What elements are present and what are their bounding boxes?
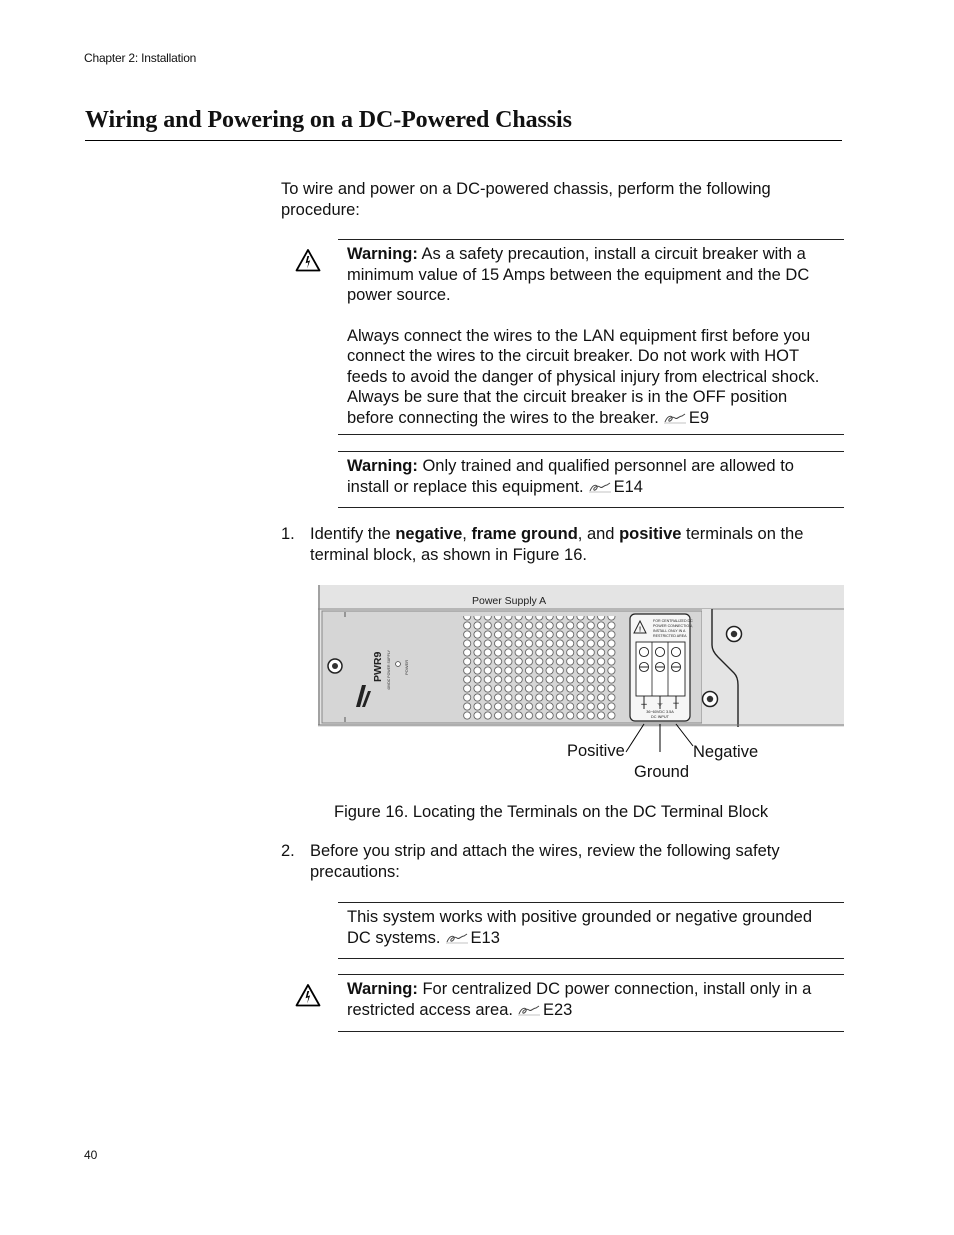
warning-label: Warning: (347, 980, 418, 998)
step-number: 2. (281, 842, 295, 860)
callout-ground: Ground (634, 763, 690, 781)
translation-reference-icon (588, 482, 612, 493)
svg-text:POWER CONNECTION,: POWER CONNECTION, (653, 624, 693, 628)
electrical-warning-icon (295, 248, 321, 272)
power-supply-figure (318, 585, 844, 727)
page-number: 40 (84, 1148, 98, 1162)
screw-right-bottom (703, 692, 718, 707)
warning-text: As a safety precaution, install a circuit breaker with a minimum value of 15 Amps between the equipment and the DC power source. (347, 245, 810, 304)
translation-reference-icon (445, 933, 469, 944)
svg-text:DC INPUT: DC INPUT (651, 715, 669, 719)
screw-right-top (727, 627, 742, 642)
warning-text: Only trained and qualified personnel are allowed to install or replace this equipment. (347, 457, 794, 496)
svg-text:36~60VDC 3.5A: 36~60VDC 3.5A (646, 710, 674, 714)
figure-caption: Figure 16. Locating the Terminals on the DC Terminal Block (334, 803, 769, 821)
title-rule (85, 140, 842, 141)
reference-code: E14 (613, 477, 643, 496)
status-led (396, 662, 401, 667)
callout-lines (620, 700, 700, 756)
note-box-e13 (338, 902, 844, 959)
step-2-text: Before you strip and attach the wires, review the following safety precautions: (310, 842, 780, 881)
svg-text:INSTALL ONLY IN A: INSTALL ONLY IN A (653, 629, 686, 633)
reference-code: E23 (542, 1000, 573, 1019)
svg-text:FOR CENTRALIZED DC: FOR CENTRALIZED DC (653, 619, 693, 623)
intro-paragraph: To wire and power on a DC-powered chassis, perform the following procedure: (281, 180, 771, 219)
warning-label: Warning: (347, 457, 418, 475)
model-subtitle: 48VDC POWER SUPPLY (387, 649, 391, 690)
running-header: Chapter 2: Installation (84, 51, 197, 65)
electrical-warning-icon (295, 983, 321, 1007)
translation-reference-icon (517, 1005, 541, 1016)
warning-box-e14 (338, 451, 844, 508)
callout-positive: Positive (567, 742, 625, 760)
translation-reference-icon (663, 413, 687, 424)
warning-label: Warning: (347, 245, 418, 263)
step-1-text: Identify the negative, frame ground, and positive terminals on the terminal block, as shown in Figure 16. (310, 525, 804, 564)
reference-code: E13 (470, 928, 500, 947)
svg-text:−: − (672, 699, 680, 709)
step-number: 1. (281, 525, 295, 543)
status-label: POWER (404, 659, 409, 675)
warning-box-e23 (338, 974, 844, 1032)
svg-text:!: ! (638, 626, 642, 634)
model-label: PWR9 (372, 651, 384, 682)
svg-text:⏚: ⏚ (656, 699, 664, 708)
callout-negative: Negative (693, 743, 759, 761)
warning-text-2: Always connect the wires to the LAN equipment first before you connect the wires to the circuit breaker. Do not work with HOT feeds to avoid the danger of physical injury from electrical shock. Always be sure that the circuit breaker is in the OFF position before connecting the wires to the breaker. (347, 326, 820, 427)
warning-text: For centralized DC power connection, install only in a restricted access area. (347, 980, 812, 1019)
svg-text:+: + (640, 700, 648, 710)
warning-box-e9 (338, 239, 844, 435)
screw-left (328, 659, 342, 673)
note-text: This system works with positive grounded or negative grounded DC systems. (347, 908, 812, 947)
svg-text:RESTRICTED AREA: RESTRICTED AREA (653, 634, 687, 638)
panel-label: Power Supply A (472, 595, 547, 607)
reference-code: E9 (688, 408, 710, 427)
section-title: Wiring and Powering on a DC-Powered Chassis (85, 107, 572, 133)
